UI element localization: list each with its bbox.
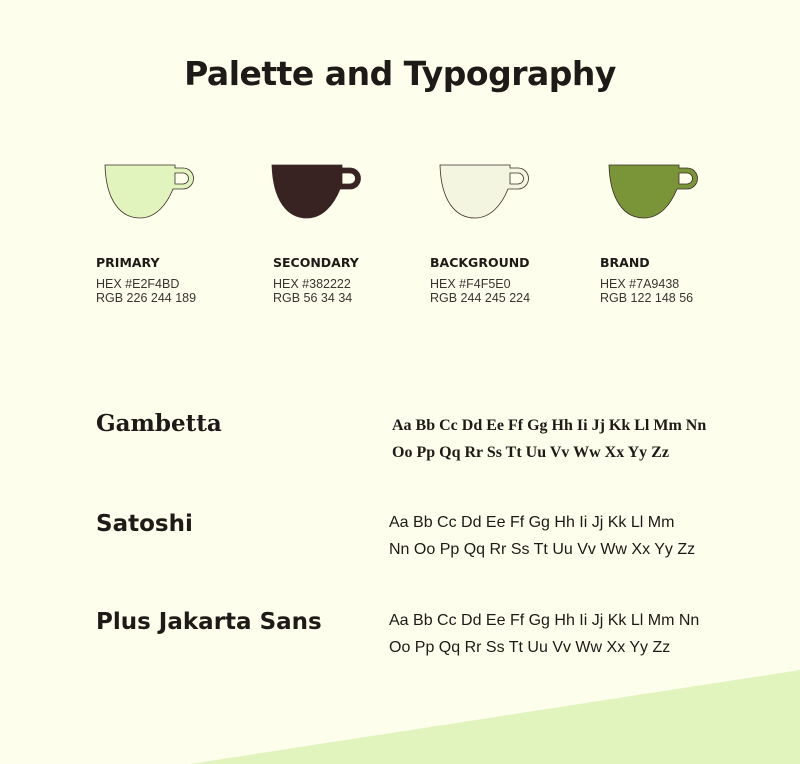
font-sample-satoshi xyxy=(389,509,695,563)
cup-shape xyxy=(105,165,194,218)
swatch-label: SECONDARY xyxy=(273,255,359,270)
swatch-rgb: RGB 226 244 189 xyxy=(96,291,197,305)
swatch-hex: HEX #E2F4BD xyxy=(96,277,180,291)
cup-icon xyxy=(439,160,531,220)
sample-line: Aa Bb Cc Dd Ee Ff Gg Hh Ii Jj Kk Ll Mm Nn xyxy=(392,417,707,434)
sample-line: Aa Bb Cc Dd Ee Ff Gg Hh Ii Jj Kk Ll Mm xyxy=(389,514,675,531)
sample-line: Nn Oo Pp Qq Rr Ss Tt Uu Vv Ww Xx Yy Zz xyxy=(389,541,696,558)
swatch-hex: HEX #F4F5E0 xyxy=(430,277,511,291)
cup-shape xyxy=(440,165,529,218)
swatch-hex: HEX #7A9438 xyxy=(600,277,680,291)
swatch-rgb: RGB 122 148 56 xyxy=(600,291,694,305)
swatch-hex: HEX #382222 xyxy=(273,277,351,291)
page-title: Palette and Typography xyxy=(184,54,616,93)
cup-icon xyxy=(271,160,363,220)
font-sample-gambetta xyxy=(392,412,706,466)
sample-line: Oo Pp Qq Rr Ss Tt Uu Vv Ww Xx Yy Zz xyxy=(389,639,671,656)
sample-line: Oo Pp Qq Rr Ss Tt Uu Vv Ww Xx Yy Zz xyxy=(392,444,669,461)
sample-line: Aa Bb Cc Dd Ee Ff Gg Hh Ii Jj Kk Ll Mm Nn xyxy=(389,612,700,629)
swatch-rgb: RGB 244 245 224 xyxy=(430,291,531,305)
font-name-gambetta: Gambetta xyxy=(96,410,222,437)
cup-icon xyxy=(104,160,196,220)
decorative-wedge xyxy=(0,664,800,764)
swatch-label: PRIMARY xyxy=(96,255,160,270)
font-name-satoshi: Satoshi xyxy=(96,511,193,537)
swatch-label: BRAND xyxy=(600,255,650,270)
font-sample-plus-jakarta-sans xyxy=(389,607,699,661)
wedge-shape xyxy=(190,670,800,764)
cup-shape xyxy=(272,165,361,218)
cup-shape xyxy=(609,165,698,218)
swatch-label: BACKGROUND xyxy=(430,255,530,270)
swatch-rgb: RGB 56 34 34 xyxy=(273,291,353,305)
font-name-plus-jakarta-sans: Plus Jakarta Sans xyxy=(96,609,322,635)
cup-icon xyxy=(608,160,700,220)
